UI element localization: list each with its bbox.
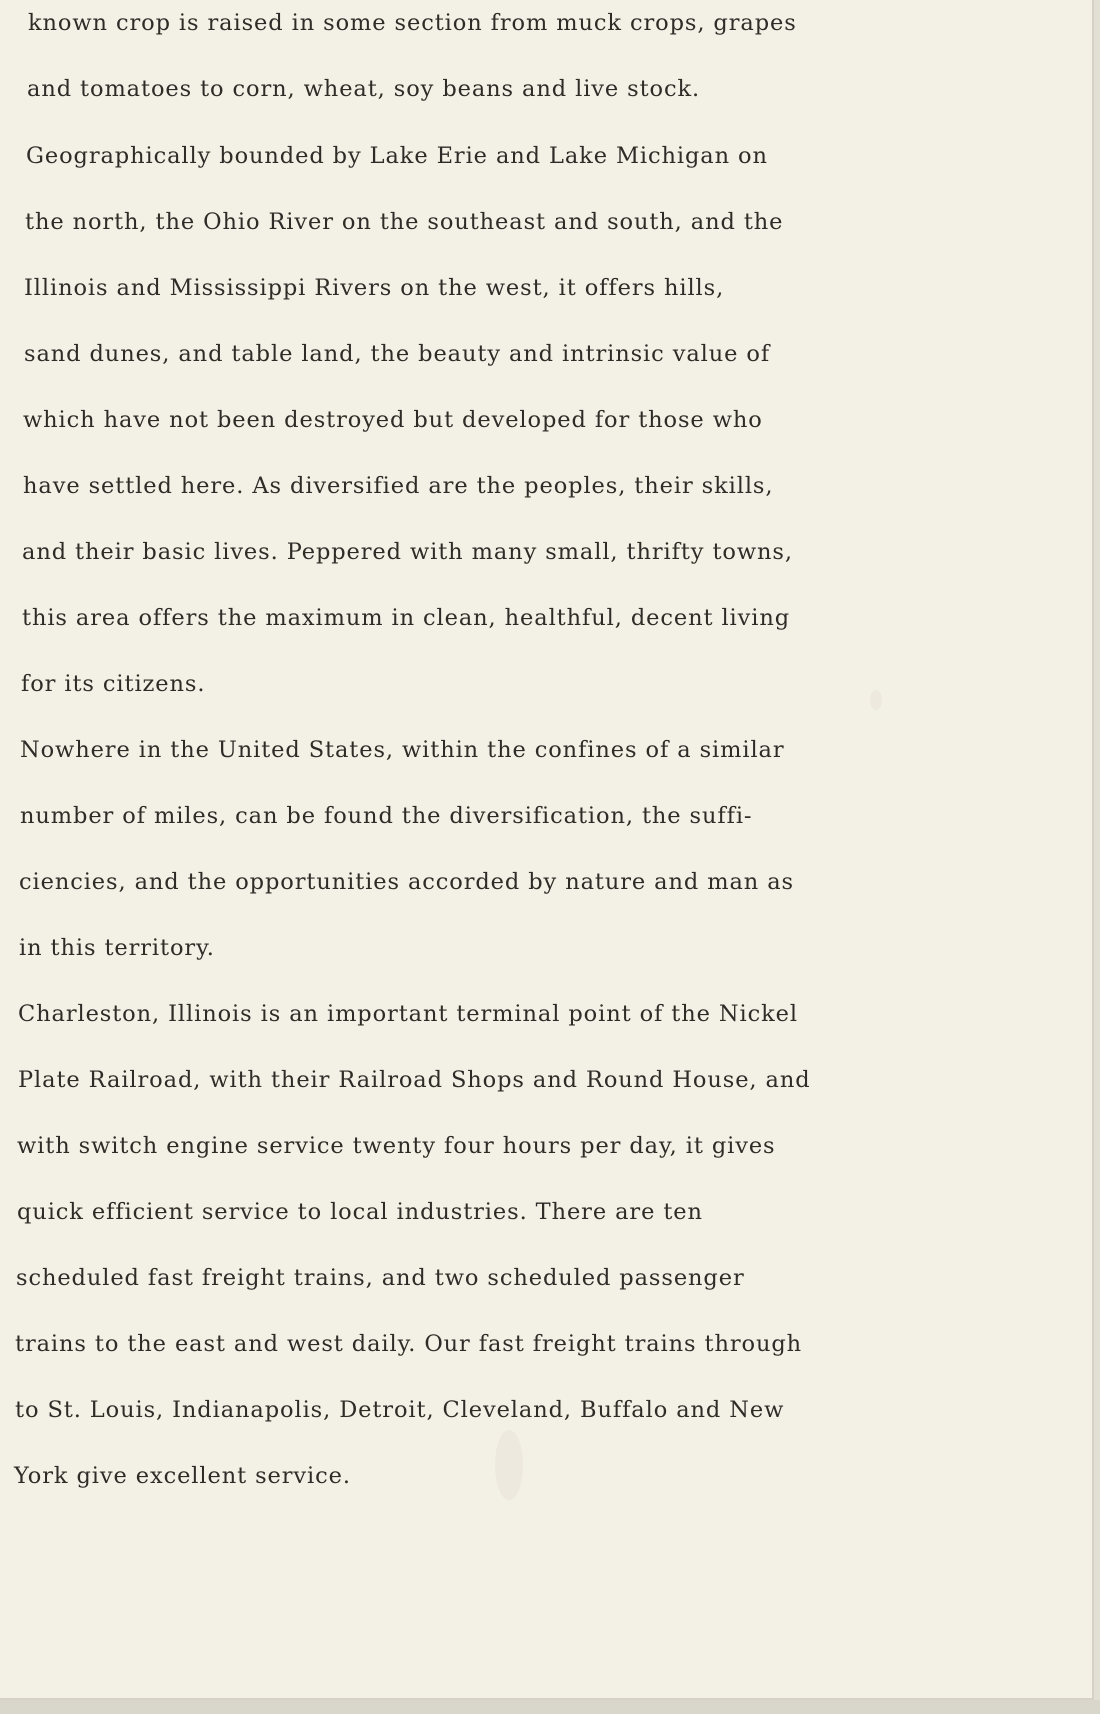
text-line: sand dunes, and table land, the beauty and intrinsic value of [24,341,771,367]
text-line: Geographically bounded by Lake Erie and Lake Michigan on [26,143,768,169]
text-line: and tomatoes to corn, wheat, soy beans and live stock. [27,76,701,102]
text-line: have settled here. As diversified are the peoples, their skills, [23,473,774,499]
text-line: Charleston, Illinois is an important terminal point of the Nickel [18,1001,798,1027]
paper-smudge [870,690,882,710]
text-line: and their basic lives. Peppered with many small, thrifty towns, [22,539,793,565]
text-line: Plate Railroad, with their Railroad Shops and Round House, and [18,1067,811,1093]
text-line: quick efficient service to local industries. There are ten [17,1199,703,1225]
text-line: Illinois and Mississippi Rivers on the west, it offers hills, [24,275,725,301]
text-line: number of miles, can be found the diversification, the suffi- [20,803,753,829]
text-line: to St. Louis, Indianapolis, Detroit, Cleveland, Buffalo and New [15,1397,785,1423]
text-line: with switch engine service twenty four hours per day, it gives [17,1133,776,1159]
text-line: York give excellent service. [14,1463,351,1489]
text-line: this area offers the maximum in clean, healthful, decent living [22,605,791,631]
text-line: scheduled fast freight trains, and two scheduled passenger [16,1265,745,1291]
paper-smudge [495,1430,523,1500]
text-line: in this territory. [19,935,215,961]
text-line: which have not been destroyed but developed for those who [23,407,763,433]
text-line: known crop is raised in some section from muck crops, grapes [28,10,797,36]
text-line: trains to the east and west daily. Our fast freight trains through [15,1331,803,1357]
text-line: Nowhere in the United States, within the confines of a similar [20,737,785,763]
text-line: ciencies, and the opportunities accorded by nature and man as [19,869,794,895]
page-bottom-edge [0,1700,1100,1714]
text-line: the north, the Ohio River on the southeast and south, and the [25,209,784,235]
page-right-edge [1094,0,1100,1700]
text-line: for its citizens. [21,671,206,697]
